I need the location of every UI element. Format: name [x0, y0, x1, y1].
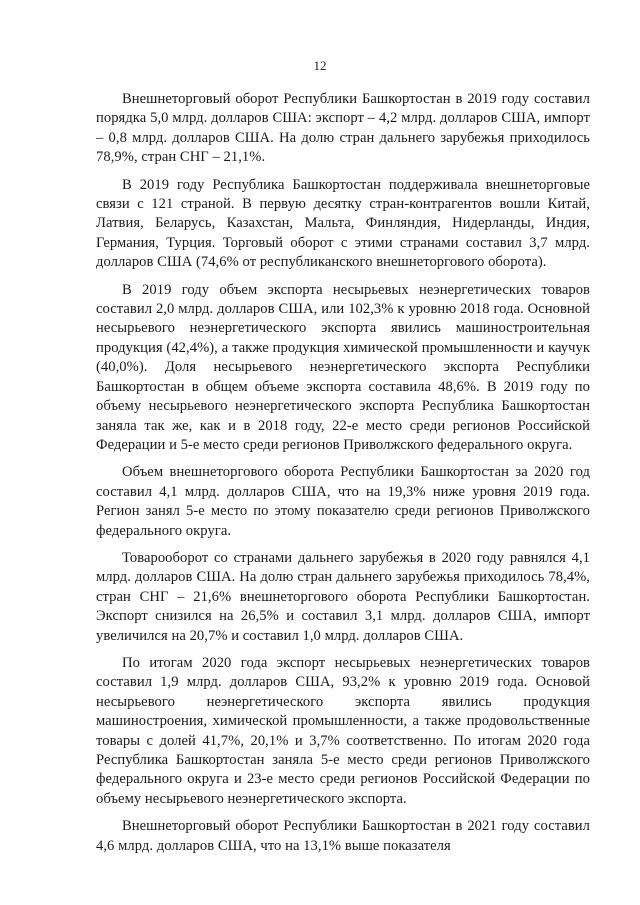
paragraph-non-resource-export-2020: По итогам 2020 года экспорт несырьевых неэнергетических товаров составил 1,9 млрд. долларов США, 93,2% к уровню 2019 года. Основой несырьевого неэнергетического экспорта явились продукция машиностроения, химической промышленности, а также продовольственные товары с долей 41,7%, 20,1% и 3,7% соответственно. По итогам 2020 года Республика Башкортостан заняла 5-е место среди регионов Приволжского федерального округа и 23-е место среди регионов Российской Федерации по объему несырьевого неэнергетического экспорта.: [96, 654, 590, 807]
paragraph-trade-2021: Внешнеторговый оборот Республики Башкортостан в 2021 году составил 4,6 млрд. долларов США, что на 13,1% выше показателя: [96, 818, 590, 854]
paragraph-partners-2019: В 2019 году Республика Башкортостан поддерживала внешнеторговые связи с 121 страной. В первую десятку стран-контрагентов вошли Китай, Латвия, Беларусь, Казахстан, Мальта, Финляндия, Нидерланды, Индия, Германия, Турция. Торговый оборот с этими странами составил 3,7 млрд. долларов США (74,6% от республиканского внешнеторгового оборота).: [96, 176, 590, 271]
paragraph-non-resource-export-2019: В 2019 году объем экспорта несырьевых неэнергетических товаров составил 2,0 млрд. долларов США, или 102,3% к уровню 2018 года. Основной несырьевого неэнергетического экспорта явились машиностроительная продукция (42,4%), а также продукция химической промышленности и каучук (40,0%). Доля несырьевого неэнергетического экспорта Республики Башкортостан в общем объеме экспорта составила 48,6%. В 2019 году по объему несырьевого неэнергетического экспорта Республика Башкортостан заняла так же, как и в 2018 году, 22-е место среди регионов Российской Федерации и 5-е место среди регионов Приволжского федерального округа.: [96, 281, 590, 453]
paragraph-trade-2019: Внешнеторговый оборот Республики Башкортостан в 2019 году составил порядка 5,0 млрд. долларов США: экспорт – 4,2 млрд. долларов США, импорт – 0,8 млрд. долларов США. На долю стран дальнего зарубежья приходилось 78,9%, стран СНГ – 21,1%.: [96, 91, 590, 166]
document-body: [96, 90, 590, 864]
paragraph-trade-2020: Объем внешнеторгового оборота Республики Башкортостан за 2020 год составил 4,1 млрд. долларов США, что на 19,3% ниже уровня 2019 года. Регион занял 5-е место по этому показателю среди регионов Приволжского федерального округа.: [96, 464, 590, 539]
paragraph-far-abroad-2020: Товарооборот со странами дальнего зарубежья в 2020 году равнялся 4,1 млрд. долларов США. На долю стран дальнего зарубежья приходилось 78,4%, стран СНГ – 21,6% внешнеторгового оборота Республики Башкортостан. Экспорт снизился на 26,5% и составил 3,1 млрд. долларов США, импорт увеличился на 20,7% и составил 1,0 млрд. долларов США.: [96, 549, 590, 644]
page-number: 12: [313, 58, 327, 73]
